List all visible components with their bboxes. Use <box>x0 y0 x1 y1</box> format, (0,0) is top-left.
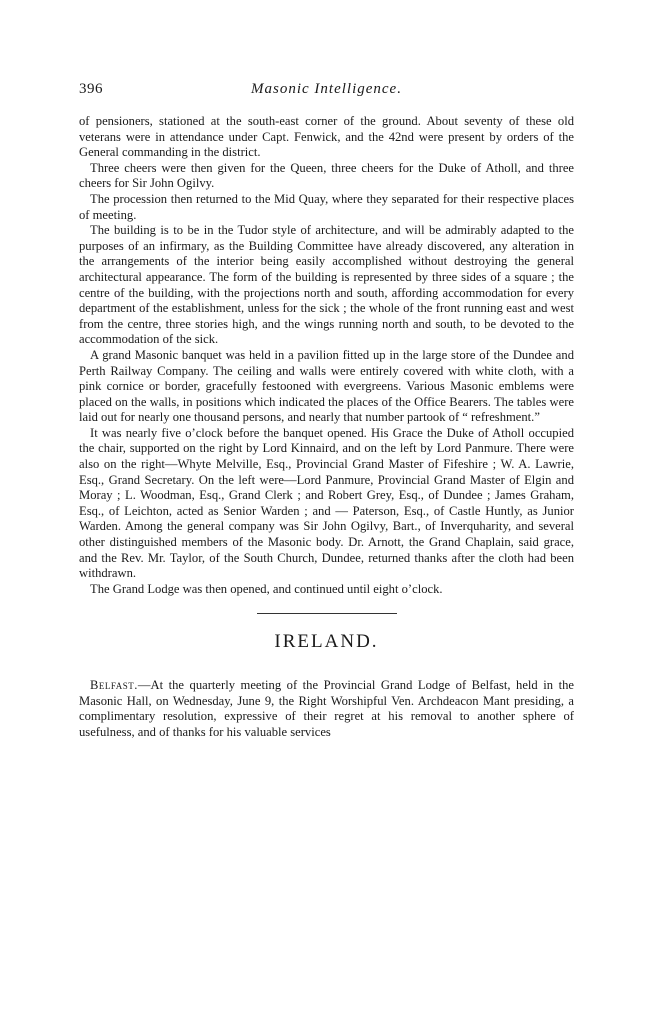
paragraph: The Grand Lodge was then opened, and continued until eight o’clock. <box>90 581 443 596</box>
lead-word: Belfast. <box>90 678 138 692</box>
lead-text: —At the quarterly meeting of the Provincial Grand Lodge of Belfast, held in the Masonic Hall, on Wednesday, June 9, the Right Worshipful Ven. Archdeacon Mant presiding, a complimentary resolution, expressive of their regret at his removal to another sphere of usefulness, and of thanks for his valuable services <box>79 678 574 739</box>
paragraph: A grand Masonic banquet was held in a pavilion fitted up in the large store of the Dundee and Perth Railway Company. The ceiling and walls were entirely covered with white cloth, with a pink cornice or border, gracefully festooned with evergreens. Various Masonic emblems were placed on the walls, in positions which indicated the places of the Office Bearers. The tables were laid out for nearly one thousand persons, and nearly that number partook of “ refreshment.” <box>79 347 574 425</box>
section-lead-paragraph <box>79 678 574 740</box>
section-divider <box>257 613 397 614</box>
paragraph: The procession then returned to the Mid Quay, where they separated for their respective places of meeting. <box>79 191 574 222</box>
body-text <box>79 114 574 740</box>
paragraph: Three cheers were then given for the Queen, three cheers for the Duke of Atholl, and three cheers for Sir John Ogilvy. <box>79 160 574 191</box>
running-title: Masonic Intelligence. <box>251 81 402 97</box>
paragraph: The building is to be in the Tudor style of architecture, and will be admirably adapted to the purposes of an infirmary, as the Building Committee have already discovered, any alteration in the arrangements of the interior being easily accomplished without destroying the general architectural appearance. The form of the building is represented by three sides of a square ; the centre of the building, with the projections north and south, affording accommodation for every department of the establishment, unless for the sick ; the whole of the front running east and west from the centre, three stories high, and the wings running north and south, to be devoted to the accommodation of the sick. <box>79 223 574 347</box>
section-heading: IRELAND. <box>274 631 379 653</box>
page-number: 396 <box>79 81 103 97</box>
paragraph: of pensioners, stationed at the south-east corner of the ground. About seventy of these old veterans were in attendance under Capt. Fenwick, and the 42nd were present by orders of the General commanding in the district. <box>79 114 574 160</box>
page-header <box>79 81 574 103</box>
paragraph: It was nearly five o’clock before the banquet opened. His Grace the Duke of Atholl occupied the chair, supported on the right by Lord Kinnaird, and on the left by Lord Panmure. There were also on the right—Whyte Melville, Esq., Provincial Grand Master of Fifeshire ; W. A. Lawrie, Esq., Grand Secretary. On the left were—Lord Panmure, Provincial Grand Master of Elgin and Moray ; L. Woodman, Esq., Grand Clerk ; and Robert Grey, Esq., of Dundee ; James Graham, Esq., of Leichton, acted as Senior Warden ; and — Paterson, Esq., of Castle Huntly, as Junior Warden. Among the general company was Sir John Ogilvy, Bart., of Inverquharity, and several other distinguished members of the Masonic body. Dr. Arnott, the Grand Chaplain, said grace, and the Rev. Mr. Taylor, of the South Church, Dundee, returned thanks after the cloth had been withdrawn. <box>79 425 574 581</box>
